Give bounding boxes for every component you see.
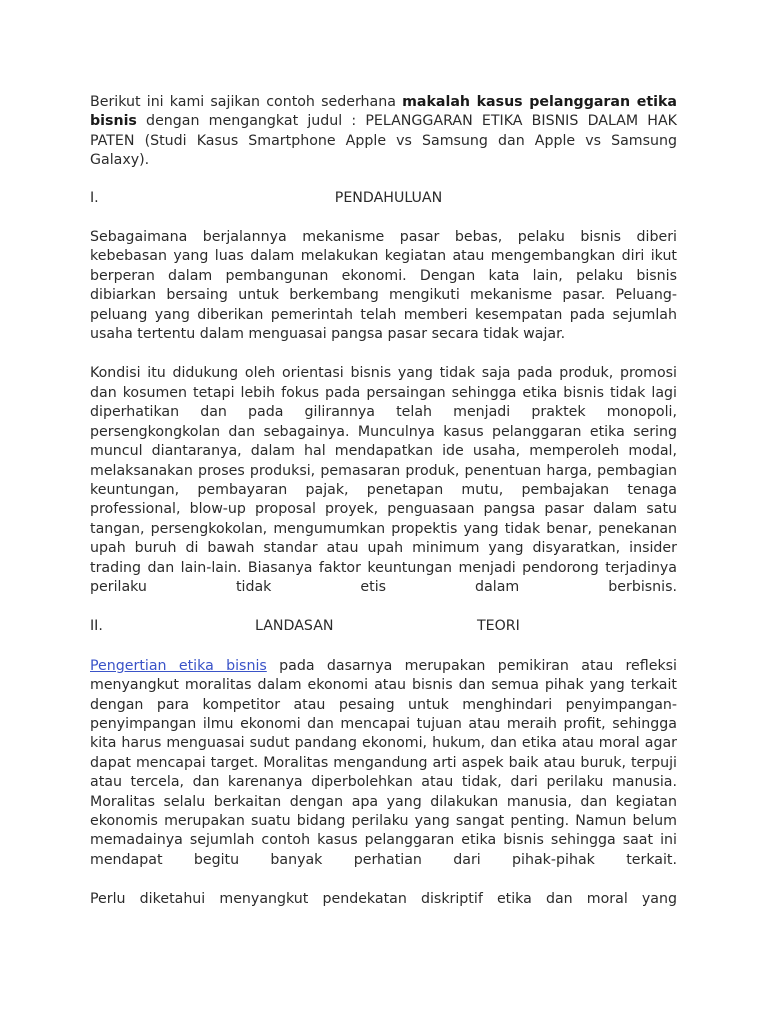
- section-2-heading: [90, 617, 677, 636]
- intro-paragraph: [90, 93, 677, 171]
- etika-bisnis-link[interactable]: Pengertian etika bisnis: [90, 657, 267, 674]
- section-1-heading: I. PENDAHULUAN: [90, 189, 677, 208]
- section-2-number: II.: [90, 618, 103, 635]
- section-2-paragraph-1-text: pada dasarnya merupakan pemikiran atau refleksi menyangkut moralitas dalam ekonomi atau bisnis dan semua pihak yang terkait dengan para kompetitor atau pesaing untuk menghindari penyimpangan-penyimpangan ilmu ekonomi dan mencapai tujuan atau meraih profit, sehingga kita harus menguasai sudut pandang ekonomi, hukum, dan etika atau moral agar dapat mencapai target. Moralitas mengandung arti aspek baik atau buruk, terpuji atau tercela, dan karenanya diperbolehkan atau tidak, dari perilaku manusia. Moralitas selalu berkaitan dengan apa yang dilakukan manusia, dan kegiatan ekonomis merupakan suatu bidang perilaku yang sangat penting. Namun belum memadainya sejumlah contoh kasus pelanggaran etika bisnis sehingga saat ini mendapat begitu banyak perhatian dari pihak-pihak terkait.: [90, 657, 677, 868]
- intro-lead: Berikut ini kami sajikan contoh sederhana: [90, 94, 403, 110]
- section-1-paragraph-2: Kondisi itu didukung oleh orientasi bisnis yang tidak saja pada produk, promosi dan kosumen tetapi lebih fokus pada persaingan sehingga etika bisnis tidak lagi diperhatikan dan pada gilirannya telah menjadi praktek monopoli, persengkongkolan dan sebagainya. Munculnya kasus pelanggaran etika sering muncul diantaranya, dalam hal mendapatkan ide usaha, memperoleh modal, melaksanakan proses produksi, pemasaran produk, penentuan harga, pembagian keuntungan, pembayaran pajak, penetapan mutu, pembajakan tenaga professional, blow-up proposal proyek, penguasaan pangsa pasar dalam satu tangan, persengkokolan, mengumumkan propektis yang tidak benar, penekanan upah buruh di bawah standar atau upah minimum yang disyaratkan, insider trading dan lain-lain. Biasanya faktor keuntungan menjadi pendorong terjadinya perilaku tidak etis dalam berbisnis.: [90, 365, 677, 595]
- section-1-paragraph-1: Sebagaimana berjalannya mekanisme pasar bebas, pelaku bisnis diberi kebebasan yang luas dalam melakukan kegiatan atau mengembangkan diri ikut berperan dalam pembangunan ekonomi. Dengan kata lain, pelaku bisnis dibiarkan bersaing untuk berkembang mengikuti mekanisme pasar. Peluang-peluang yang diberikan pemerintah telah memberi kesempatan pada sejumlah usaha tertentu dalam menguasai pangsa pasar secara tidak wajar.: [90, 229, 677, 343]
- section-2-paragraph-1: [90, 657, 677, 870]
- section-2-title-word-2: TEORI: [477, 618, 520, 635]
- section-1-title: PENDAHULUAN: [334, 189, 443, 206]
- intro-bold-title: makalah kasus pelanggaran etika bisnis: [90, 94, 677, 130]
- section-2-paragraph-2: Perlu diketahui menyangkut pendekatan diskriptif etika dan moral yang: [90, 891, 677, 908]
- intro-rest: dengan mengangkat judul : PELANGGARAN ETIKA BISNIS DALAM HAK PATEN (Studi Kasus Smartphone Apple vs Samsung dan Apple vs Samsung Galaxy).: [90, 113, 677, 169]
- document-body: [90, 93, 677, 930]
- section-2-title-word-1: LANDASAN: [255, 618, 334, 635]
